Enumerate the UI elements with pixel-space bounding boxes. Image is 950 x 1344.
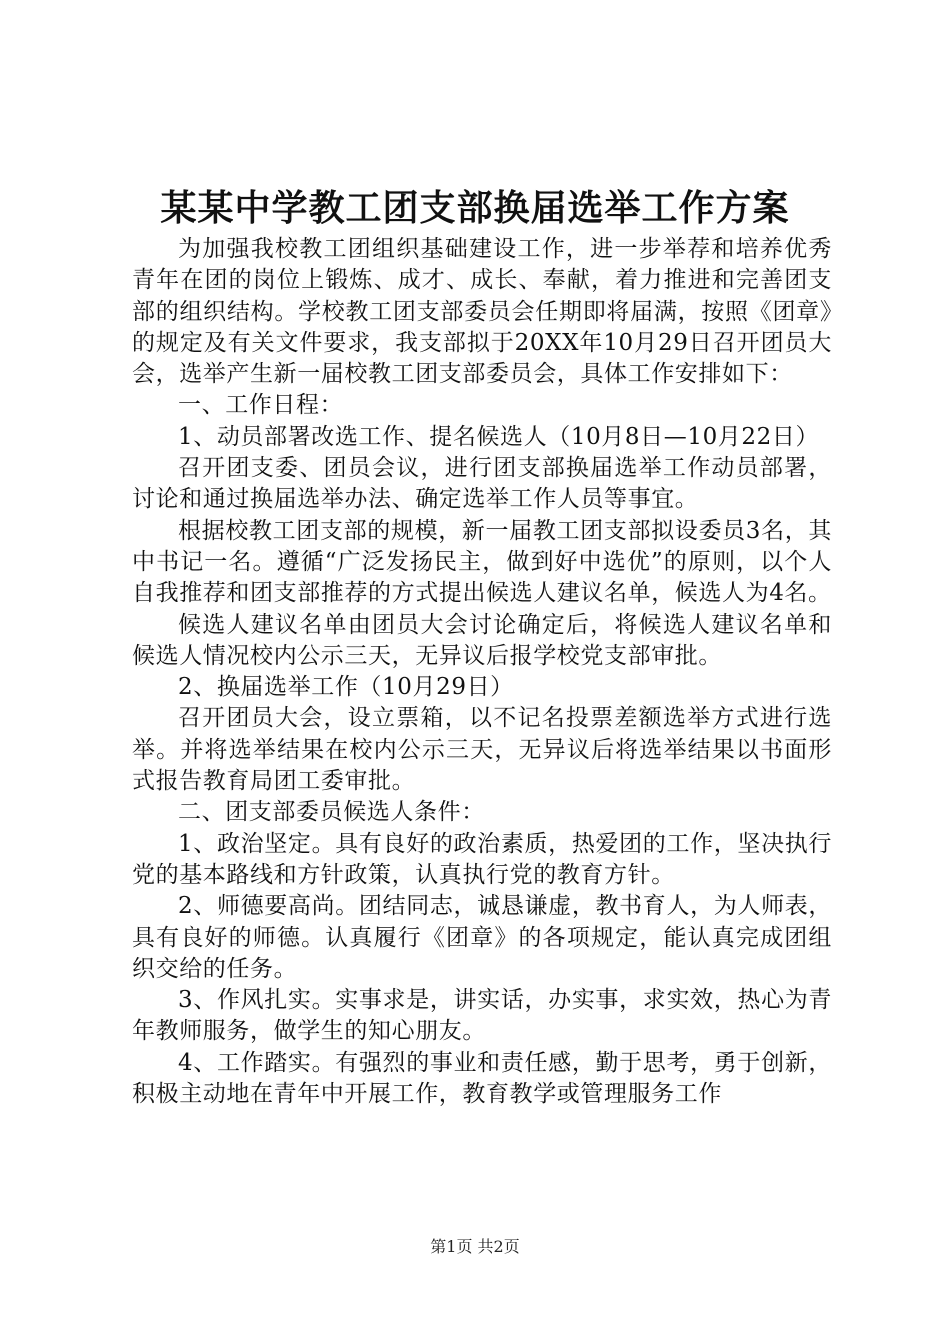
paragraph-election: 召开团员大会，设立票箱，以不记名投票差额选举方式进行选举。并将选举结果在校内公示三天，无异议后将选举结果以书面形式报告教育局团工委审批。 <box>132 705 832 795</box>
document-body <box>132 234 832 1110</box>
paragraph-mobilization: 召开团支委、团员会议，进行团支部换届选举工作动员部署，讨论和通过换届选举办法、确定选举工作人员等事宜。 <box>132 455 832 513</box>
page-footer: 第1页 共2页 <box>430 1237 520 1256</box>
condition-item-1: 1、政治坚定。具有良好的政治素质，热爱团的工作，坚决执行党的基本路线和方针政策，认真执行党的教育方针。 <box>132 830 832 888</box>
section-heading-schedule: 一、工作日程： <box>178 392 344 419</box>
paragraph-publicity: 候选人建议名单由团员大会讨论确定后，将候选人建议名单和候选人情况校内公示三天，无异议后报学校党支部审批。 <box>132 611 832 669</box>
section-heading-conditions: 二、团支部委员候选人条件： <box>178 799 485 826</box>
schedule-item-1: 1、动员部署改选工作、提名候选人（10月8日—10月22日） <box>178 423 820 450</box>
paragraph-intro: 为加强我校教工团组织基础建设工作，进一步举荐和培养优秀青年在团的岗位上锻炼、成才、成长、奉献，着力推进和完善团支部的组织结构。学校教工团支部委员会任期即将届满，按照《团章》的规定及有关文件要求，我支部拟于20XX年10月29日召开团员大会，选举产生新一届校教工团支部委员会，具体工作安排如下： <box>132 236 832 388</box>
condition-item-3: 3、作风扎实。实事求是，讲实话，办实事，求实效，热心为青年教师服务，做学生的知心朋友。 <box>132 987 832 1045</box>
schedule-item-2: 2、换届选举工作（10月29日） <box>178 674 514 701</box>
paragraph-candidates: 根据校教工团支部的规模，新一届教工团支部拟设委员3名，其中书记一名。遵循“广泛发扬民主，做到好中选优”的原则，以个人自我推荐和团支部推荐的方式提出候选人建议名单，候选人为4名。 <box>132 517 832 607</box>
condition-item-4: 4、工作踏实。有强烈的事业和责任感，勤于思考，勇于创新，积极主动地在青年中开展工作，教育教学或管理服务工作 <box>132 1049 832 1108</box>
condition-item-2: 2、师德要高尚。团结同志，诚恳谦虚，教书育人，为人师表，具有良好的师德。认真履行《团章》的各项规定，能认真完成团组织交给的任务。 <box>132 893 832 982</box>
document-title: 某某中学教工团支部换届选举工作方案 <box>160 187 790 229</box>
